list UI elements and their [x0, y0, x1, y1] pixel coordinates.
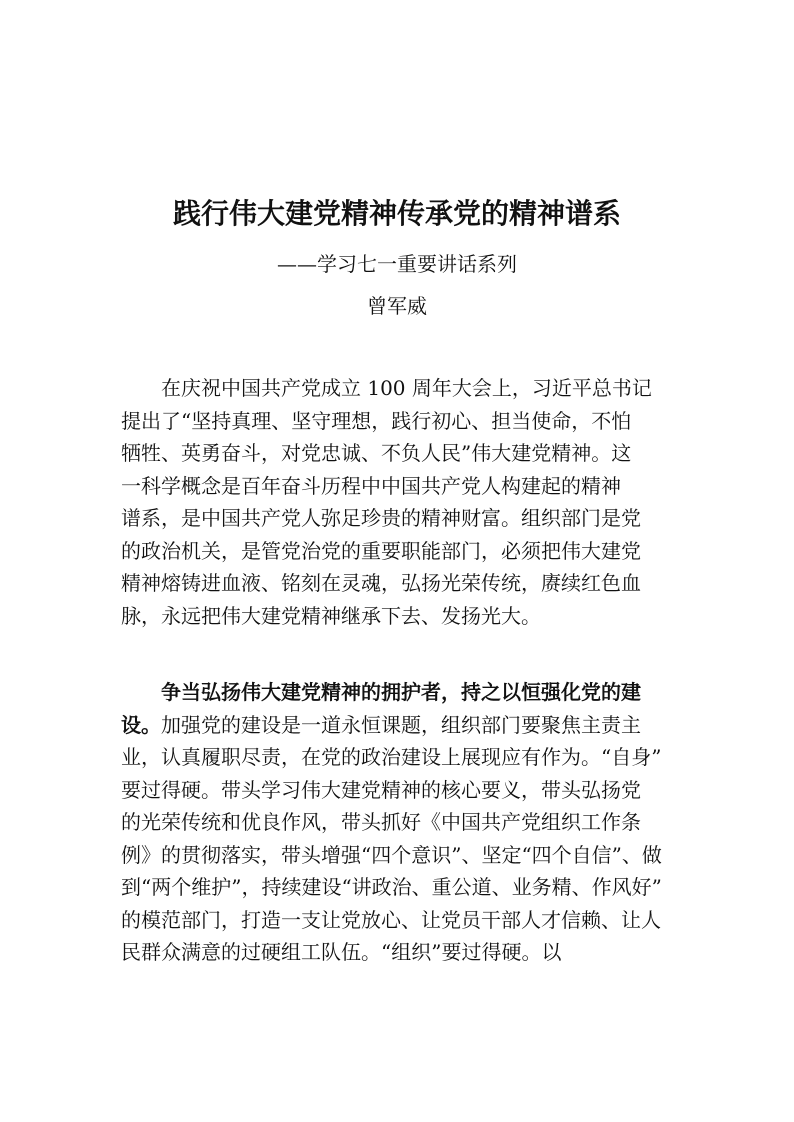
section-heading: 争当弘扬伟大建党精神的拥护者，持之以恒强化党的建 — [161, 680, 641, 704]
paragraph-line: 业，认真履职尽责，在党的政治建设上展现应有作为。“自身” — [121, 745, 662, 769]
paragraph-line: 要过得硬。带头学习伟大建党精神的核心要义，带头弘扬党 — [121, 777, 641, 802]
body-paragraph-1 — [121, 372, 681, 632]
paragraph-line: 的政治机关，是管党治党的重要职能部门，必须把伟大建党 — [121, 538, 641, 563]
document-title: 践行伟大建党精神传承党的精神谱系 — [172, 197, 621, 230]
paragraph-line-text: 加强党的建设是一道永恒课题，组织部门要聚焦主责主 — [161, 712, 641, 737]
paragraph-line: 提出了“坚持真理、坚守理想，践行初心、担当使命，不怕 — [121, 408, 632, 433]
paragraph-line: 精神熔铸进血液、铭刻在灵魂，弘扬光荣传统，赓续红色血 — [121, 571, 641, 595]
paragraph-line: 一科学概念是百年奋斗历程中中国共产党人构建起的精神 — [121, 473, 621, 498]
section-heading-end: 设。 — [121, 712, 161, 737]
paragraph-line: 脉，永远把伟大建党精神继承下去、发扬光大。 — [121, 603, 541, 628]
paragraph-line: 民群众满意的过硬组工队伍。“组织”要过得硬。以 — [121, 940, 562, 964]
paragraph-line: 牺牲、英勇奋斗，对党忠诚、不负人民”伟大建党精神。这 — [121, 441, 632, 465]
paragraph-line: 到“两个维护”，持续建设“讲政治、重公道、业务精、作风好” — [121, 875, 662, 899]
author-name: 曾军威 — [367, 294, 427, 318]
body-paragraph-2 — [121, 676, 681, 969]
paragraph-line: 例》的贯彻落实，带头增强“四个意识”、坚定“四个自信”、做 — [121, 842, 662, 867]
paragraph-line: 的光荣传统和优良作风，带头抓好《中国共产党组织工作条 — [121, 810, 641, 834]
paragraph-line — [121, 709, 681, 742]
paragraph-line: 在庆祝中国共产党成立 100 周年大会上，习近平总书记 — [161, 376, 652, 400]
document-subtitle: ——学习七一重要讲话系列 — [277, 252, 517, 276]
paragraph-line: 的模范部门，打造一支让党放心、让党员干部人才信赖、让人 — [121, 907, 661, 932]
paragraph-line: 谱系，是中国共产党人弥足珍贵的精神财富。组织部门是党 — [121, 506, 641, 530]
